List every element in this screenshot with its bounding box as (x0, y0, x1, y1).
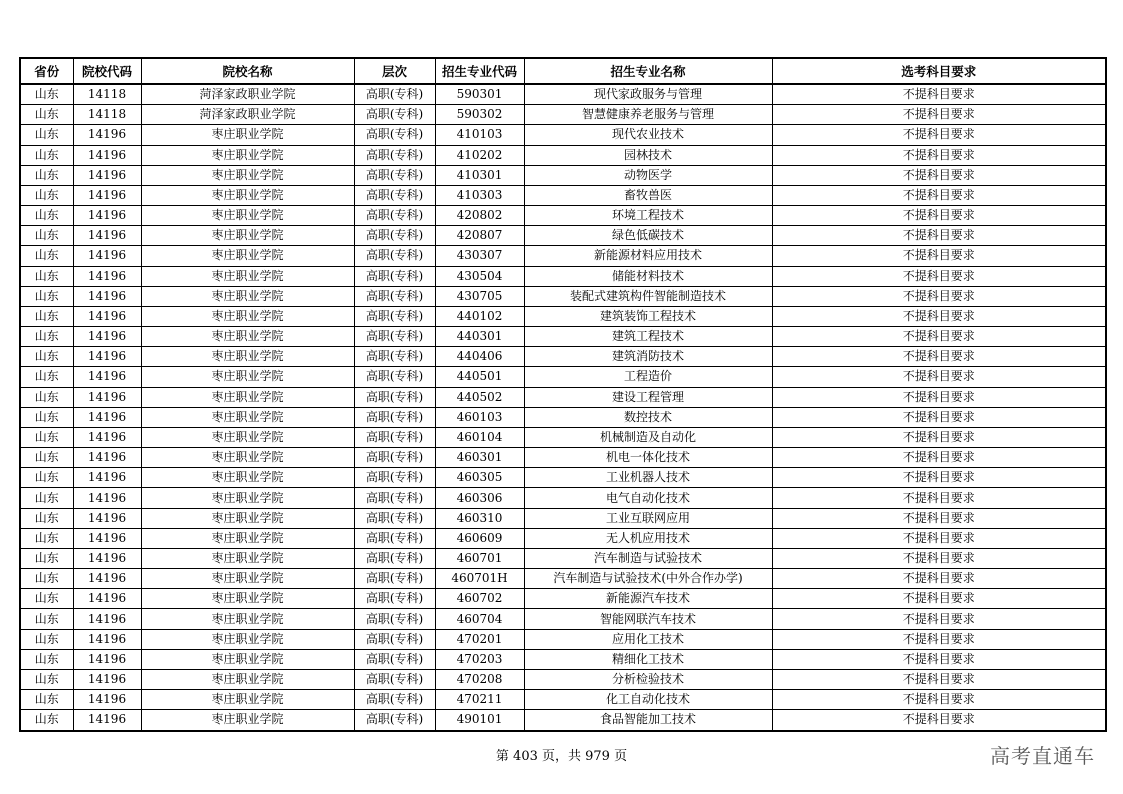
table-row (20, 427, 1106, 447)
cell-province: 山东 (20, 488, 73, 508)
cell-school-name: 枣庄职业学院 (141, 387, 354, 407)
cell-subject-requirement: 不提科目要求 (772, 347, 1106, 367)
cell-school-code: 14196 (73, 286, 141, 306)
cell-province: 山东 (20, 84, 73, 105)
cell-school-name: 枣庄职业学院 (141, 246, 354, 266)
cell-school-code: 14196 (73, 488, 141, 508)
cell-major-name: 分析检验技术 (524, 669, 772, 689)
cell-school-code: 14196 (73, 548, 141, 568)
cell-subject-requirement: 不提科目要求 (772, 165, 1106, 185)
cell-major-name: 工业互联网应用 (524, 508, 772, 528)
cell-subject-requirement: 不提科目要求 (772, 125, 1106, 145)
cell-subject-requirement: 不提科目要求 (772, 306, 1106, 326)
cell-school-name: 枣庄职业学院 (141, 125, 354, 145)
cell-subject-requirement: 不提科目要求 (772, 710, 1106, 731)
cell-major-name: 食品智能加工技术 (524, 710, 772, 731)
cell-level: 高职(专科) (354, 548, 435, 568)
cell-school-code: 14196 (73, 387, 141, 407)
cell-level: 高职(专科) (354, 105, 435, 125)
cell-major-code: 470201 (435, 629, 524, 649)
cell-school-name: 枣庄职业学院 (141, 528, 354, 548)
cell-school-name: 枣庄职业学院 (141, 569, 354, 589)
cell-subject-requirement: 不提科目要求 (772, 387, 1106, 407)
cell-subject-requirement: 不提科目要求 (772, 367, 1106, 387)
cell-level: 高职(专科) (354, 185, 435, 205)
cell-province: 山东 (20, 387, 73, 407)
cell-major-code: 440102 (435, 306, 524, 326)
cell-province: 山东 (20, 407, 73, 427)
cell-school-code: 14196 (73, 528, 141, 548)
cell-level: 高职(专科) (354, 468, 435, 488)
cell-major-name: 储能材料技术 (524, 266, 772, 286)
cell-level: 高职(专科) (354, 629, 435, 649)
table-row (20, 710, 1106, 731)
cell-school-name: 枣庄职业学院 (141, 427, 354, 447)
table-row (20, 165, 1106, 185)
cell-school-name: 枣庄职业学院 (141, 327, 354, 347)
cell-school-name: 枣庄职业学院 (141, 649, 354, 669)
cell-school-code: 14118 (73, 105, 141, 125)
cell-province: 山东 (20, 367, 73, 387)
cell-major-code: 420807 (435, 226, 524, 246)
table-row (20, 306, 1106, 326)
table-row (20, 609, 1106, 629)
cell-major-name: 智能网联汽车技术 (524, 609, 772, 629)
cell-province: 山东 (20, 125, 73, 145)
cell-province: 山东 (20, 286, 73, 306)
cell-major-code: 430307 (435, 246, 524, 266)
table-row (20, 387, 1106, 407)
cell-province: 山东 (20, 569, 73, 589)
cell-subject-requirement: 不提科目要求 (772, 206, 1106, 226)
header-major-code: 招生专业代码 (435, 58, 524, 84)
cell-school-code: 14196 (73, 468, 141, 488)
cell-level: 高职(专科) (354, 710, 435, 731)
cell-level: 高职(专科) (354, 488, 435, 508)
cell-province: 山东 (20, 508, 73, 528)
cell-school-code: 14196 (73, 448, 141, 468)
cell-school-name: 枣庄职业学院 (141, 468, 354, 488)
cell-major-code: 470203 (435, 649, 524, 669)
cell-major-name: 机电一体化技术 (524, 448, 772, 468)
cell-school-code: 14196 (73, 609, 141, 629)
cell-school-code: 14196 (73, 306, 141, 326)
cell-major-code: 460103 (435, 407, 524, 427)
cell-subject-requirement: 不提科目要求 (772, 427, 1106, 447)
table-row (20, 649, 1106, 669)
cell-subject-requirement: 不提科目要求 (772, 649, 1106, 669)
cell-major-name: 动物医学 (524, 165, 772, 185)
cell-level: 高职(专科) (354, 569, 435, 589)
table-row (20, 125, 1106, 145)
cell-school-name: 枣庄职业学院 (141, 165, 354, 185)
cell-school-name: 枣庄职业学院 (141, 407, 354, 427)
cell-major-code: 460301 (435, 448, 524, 468)
cell-school-code: 14196 (73, 569, 141, 589)
table-row (20, 246, 1106, 266)
cell-subject-requirement: 不提科目要求 (772, 226, 1106, 246)
cell-level: 高职(专科) (354, 206, 435, 226)
table-row (20, 84, 1106, 105)
cell-level: 高职(专科) (354, 427, 435, 447)
cell-major-code: 470211 (435, 690, 524, 710)
cell-school-name: 枣庄职业学院 (141, 629, 354, 649)
cell-school-code: 14196 (73, 669, 141, 689)
cell-school-code: 14196 (73, 367, 141, 387)
cell-level: 高职(专科) (354, 226, 435, 246)
header-school-code: 院校代码 (73, 58, 141, 84)
cell-subject-requirement: 不提科目要求 (772, 327, 1106, 347)
table-row (20, 488, 1106, 508)
cell-subject-requirement: 不提科目要求 (772, 145, 1106, 165)
cell-school-name: 枣庄职业学院 (141, 266, 354, 286)
cell-major-name: 汽车制造与试验技术(中外合作办学) (524, 569, 772, 589)
cell-level: 高职(专科) (354, 347, 435, 367)
cell-level: 高职(专科) (354, 145, 435, 165)
cell-level: 高职(专科) (354, 387, 435, 407)
cell-subject-requirement: 不提科目要求 (772, 690, 1106, 710)
cell-province: 山东 (20, 427, 73, 447)
cell-province: 山东 (20, 690, 73, 710)
cell-level: 高职(专科) (354, 609, 435, 629)
cell-school-name: 枣庄职业学院 (141, 508, 354, 528)
cell-school-code: 14196 (73, 649, 141, 669)
cell-major-code: 460104 (435, 427, 524, 447)
cell-school-code: 14196 (73, 690, 141, 710)
cell-level: 高职(专科) (354, 125, 435, 145)
cell-school-name: 枣庄职业学院 (141, 306, 354, 326)
cell-level: 高职(专科) (354, 528, 435, 548)
header-subject-requirement: 选考科目要求 (772, 58, 1106, 84)
table-row (20, 669, 1106, 689)
cell-subject-requirement: 不提科目要求 (772, 589, 1106, 609)
cell-major-code: 440502 (435, 387, 524, 407)
cell-major-code: 590301 (435, 84, 524, 105)
cell-level: 高职(专科) (354, 327, 435, 347)
cell-school-name: 枣庄职业学院 (141, 589, 354, 609)
cell-school-code: 14196 (73, 206, 141, 226)
cell-subject-requirement: 不提科目要求 (772, 266, 1106, 286)
cell-subject-requirement: 不提科目要求 (772, 528, 1106, 548)
cell-school-code: 14196 (73, 266, 141, 286)
cell-major-name: 电气自动化技术 (524, 488, 772, 508)
cell-major-code: 470208 (435, 669, 524, 689)
cell-province: 山东 (20, 165, 73, 185)
cell-major-name: 应用化工技术 (524, 629, 772, 649)
cell-subject-requirement: 不提科目要求 (772, 468, 1106, 488)
cell-school-name: 枣庄职业学院 (141, 185, 354, 205)
table-row (20, 347, 1106, 367)
cell-level: 高职(专科) (354, 266, 435, 286)
cell-major-name: 建筑消防技术 (524, 347, 772, 367)
cell-school-code: 14196 (73, 165, 141, 185)
cell-major-name: 装配式建筑构件智能制造技术 (524, 286, 772, 306)
cell-province: 山东 (20, 448, 73, 468)
cell-major-name: 无人机应用技术 (524, 528, 772, 548)
header-level: 层次 (354, 58, 435, 84)
table-row (20, 548, 1106, 568)
cell-major-code: 440406 (435, 347, 524, 367)
cell-school-name: 枣庄职业学院 (141, 448, 354, 468)
cell-major-name: 工程造价 (524, 367, 772, 387)
table-row (20, 226, 1106, 246)
cell-major-name: 建设工程管理 (524, 387, 772, 407)
cell-school-name: 枣庄职业学院 (141, 548, 354, 568)
cell-major-name: 新能源材料应用技术 (524, 246, 772, 266)
header-province: 省份 (20, 58, 73, 84)
cell-major-name: 智慧健康养老服务与管理 (524, 105, 772, 125)
cell-major-name: 园林技术 (524, 145, 772, 165)
cell-subject-requirement: 不提科目要求 (772, 569, 1106, 589)
cell-province: 山东 (20, 105, 73, 125)
cell-province: 山东 (20, 468, 73, 488)
cell-school-name: 枣庄职业学院 (141, 669, 354, 689)
cell-major-name: 现代家政服务与管理 (524, 84, 772, 105)
cell-major-code: 410301 (435, 165, 524, 185)
cell-subject-requirement: 不提科目要求 (772, 448, 1106, 468)
cell-school-code: 14196 (73, 710, 141, 731)
cell-subject-requirement: 不提科目要求 (772, 669, 1106, 689)
cell-subject-requirement: 不提科目要求 (772, 488, 1106, 508)
cell-major-code: 440501 (435, 367, 524, 387)
cell-school-name: 枣庄职业学院 (141, 488, 354, 508)
cell-level: 高职(专科) (354, 649, 435, 669)
cell-school-code: 14196 (73, 145, 141, 165)
cell-school-name: 枣庄职业学院 (141, 367, 354, 387)
cell-major-name: 化工自动化技术 (524, 690, 772, 710)
cell-school-name: 枣庄职业学院 (141, 286, 354, 306)
header-major-name: 招生专业名称 (524, 58, 772, 84)
cell-province: 山东 (20, 609, 73, 629)
cell-level: 高职(专科) (354, 589, 435, 609)
enrollment-table (19, 57, 1107, 732)
table-row (20, 185, 1106, 205)
cell-province: 山东 (20, 327, 73, 347)
cell-level: 高职(专科) (354, 690, 435, 710)
cell-province: 山东 (20, 629, 73, 649)
table-row (20, 206, 1106, 226)
cell-school-code: 14196 (73, 327, 141, 347)
table-body (20, 84, 1106, 731)
cell-subject-requirement: 不提科目要求 (772, 548, 1106, 568)
table-row (20, 105, 1106, 125)
cell-school-name: 枣庄职业学院 (141, 206, 354, 226)
cell-level: 高职(专科) (354, 448, 435, 468)
cell-school-name: 菏泽家政职业学院 (141, 105, 354, 125)
cell-level: 高职(专科) (354, 246, 435, 266)
cell-province: 山东 (20, 347, 73, 367)
table-row (20, 528, 1106, 548)
cell-province: 山东 (20, 206, 73, 226)
cell-school-code: 14196 (73, 427, 141, 447)
cell-level: 高职(专科) (354, 286, 435, 306)
cell-school-code: 14196 (73, 246, 141, 266)
cell-major-code: 460305 (435, 468, 524, 488)
cell-major-name: 精细化工技术 (524, 649, 772, 669)
cell-school-code: 14196 (73, 629, 141, 649)
cell-level: 高职(专科) (354, 669, 435, 689)
cell-level: 高职(专科) (354, 165, 435, 185)
cell-major-code: 440301 (435, 327, 524, 347)
cell-major-name: 工业机器人技术 (524, 468, 772, 488)
cell-school-name: 菏泽家政职业学院 (141, 84, 354, 105)
table-row (20, 448, 1106, 468)
table-row (20, 266, 1106, 286)
cell-province: 山东 (20, 649, 73, 669)
cell-province: 山东 (20, 528, 73, 548)
cell-province: 山东 (20, 306, 73, 326)
table-row (20, 327, 1106, 347)
cell-school-name: 枣庄职业学院 (141, 145, 354, 165)
table-row (20, 589, 1106, 609)
header-school-name: 院校名称 (141, 58, 354, 84)
cell-major-code: 430504 (435, 266, 524, 286)
cell-major-name: 新能源汽车技术 (524, 589, 772, 609)
table-row (20, 367, 1106, 387)
cell-school-name: 枣庄职业学院 (141, 226, 354, 246)
cell-major-code: 460702 (435, 589, 524, 609)
cell-school-name: 枣庄职业学院 (141, 690, 354, 710)
cell-school-code: 14196 (73, 407, 141, 427)
cell-school-name: 枣庄职业学院 (141, 347, 354, 367)
cell-subject-requirement: 不提科目要求 (772, 286, 1106, 306)
table-row (20, 286, 1106, 306)
cell-major-code: 460609 (435, 528, 524, 548)
cell-school-code: 14196 (73, 508, 141, 528)
cell-major-code: 460310 (435, 508, 524, 528)
cell-major-code: 590302 (435, 105, 524, 125)
cell-subject-requirement: 不提科目要求 (772, 84, 1106, 105)
cell-level: 高职(专科) (354, 508, 435, 528)
cell-school-name: 枣庄职业学院 (141, 609, 354, 629)
cell-school-code: 14196 (73, 347, 141, 367)
cell-major-name: 绿色低碳技术 (524, 226, 772, 246)
cell-major-name: 畜牧兽医 (524, 185, 772, 205)
cell-school-name: 枣庄职业学院 (141, 710, 354, 731)
cell-major-name: 建筑工程技术 (524, 327, 772, 347)
cell-major-code: 490101 (435, 710, 524, 731)
cell-province: 山东 (20, 246, 73, 266)
cell-subject-requirement: 不提科目要求 (772, 629, 1106, 649)
cell-province: 山东 (20, 145, 73, 165)
cell-level: 高职(专科) (354, 407, 435, 427)
cell-major-name: 汽车制造与试验技术 (524, 548, 772, 568)
watermark: 高考直通车 (990, 744, 1095, 768)
cell-province: 山东 (20, 710, 73, 731)
cell-province: 山东 (20, 185, 73, 205)
cell-province: 山东 (20, 669, 73, 689)
cell-major-code: 460704 (435, 609, 524, 629)
table-row (20, 468, 1106, 488)
cell-major-name: 数控技术 (524, 407, 772, 427)
cell-province: 山东 (20, 548, 73, 568)
cell-major-name: 环境工程技术 (524, 206, 772, 226)
cell-major-code: 460701 (435, 548, 524, 568)
cell-province: 山东 (20, 226, 73, 246)
cell-province: 山东 (20, 589, 73, 609)
cell-subject-requirement: 不提科目要求 (772, 246, 1106, 266)
cell-subject-requirement: 不提科目要求 (772, 508, 1106, 528)
cell-major-code: 410202 (435, 145, 524, 165)
cell-school-code: 14196 (73, 589, 141, 609)
cell-level: 高职(专科) (354, 84, 435, 105)
cell-major-name: 现代农业技术 (524, 125, 772, 145)
table-row (20, 629, 1106, 649)
cell-level: 高职(专科) (354, 306, 435, 326)
cell-major-name: 机械制造及自动化 (524, 427, 772, 447)
cell-major-code: 420802 (435, 206, 524, 226)
table-row (20, 407, 1106, 427)
cell-major-code: 430705 (435, 286, 524, 306)
cell-subject-requirement: 不提科目要求 (772, 609, 1106, 629)
page-number: 第 403 页，共 979 页 (495, 749, 628, 764)
cell-school-code: 14196 (73, 226, 141, 246)
cell-major-code: 410103 (435, 125, 524, 145)
cell-school-code: 14196 (73, 185, 141, 205)
table-row (20, 569, 1106, 589)
cell-subject-requirement: 不提科目要求 (772, 105, 1106, 125)
table-header-row (20, 58, 1106, 84)
cell-school-code: 14118 (73, 84, 141, 105)
table-row (20, 508, 1106, 528)
cell-school-code: 14196 (73, 125, 141, 145)
cell-province: 山东 (20, 266, 73, 286)
table-row (20, 690, 1106, 710)
cell-subject-requirement: 不提科目要求 (772, 407, 1106, 427)
cell-major-code: 460306 (435, 488, 524, 508)
cell-major-code: 460701H (435, 569, 524, 589)
cell-major-name: 建筑装饰工程技术 (524, 306, 772, 326)
cell-subject-requirement: 不提科目要求 (772, 185, 1106, 205)
cell-level: 高职(专科) (354, 367, 435, 387)
table-row (20, 145, 1106, 165)
cell-major-code: 410303 (435, 185, 524, 205)
